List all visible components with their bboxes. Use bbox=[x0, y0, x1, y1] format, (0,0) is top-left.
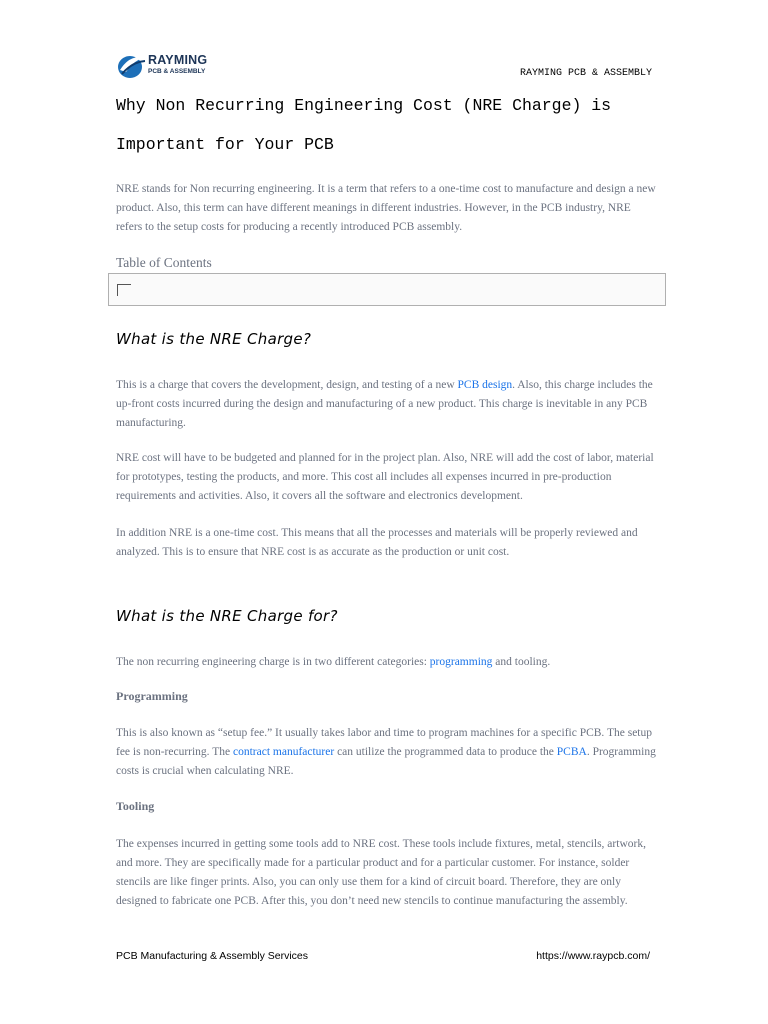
programming-paragraph: This is also known as “setup fee.” It usually takes labor and time to program machines for a specific PCB. The setup fee is non-recurring. The contract manufacturer can utilize the programmed data to produce the PCBA. Programming costs is crucial when calculating NRE. bbox=[116, 727, 656, 777]
section-heading-nre-charge: What is the NRE Charge? bbox=[116, 330, 312, 348]
section-heading-nre-charge-for: What is the NRE Charge for? bbox=[116, 607, 338, 625]
intro-paragraph: NRE stands for Non recurring engineering. It is a term that refers to a one-time cost to manufacture and design a new product. Also, this term can have different meanings in different industries. However, in the PCB industry, NRE refers to the setup costs for producing a recently introduced PCB assembly. bbox=[116, 183, 656, 233]
header-company-name: RAYMING PCB & ASSEMBLY bbox=[519, 68, 652, 79]
page-title: Why Non Recurring Engineering Cost (NRE Charge) is Important for Your PCB bbox=[116, 96, 612, 154]
section1-paragraph-1: This is a charge that covers the development, design, and testing of a new PCB design. Also, this charge includes the up-front costs incurred during the design and manufacturing of a new product. This charge is inevitable in any PCB manufacturing. bbox=[116, 379, 653, 429]
logo-tagline: PCB & ASSEMBLY bbox=[148, 68, 206, 75]
toc-toggle-icon[interactable] bbox=[117, 284, 131, 296]
footer-url[interactable]: https://www.raypcb.com/ bbox=[536, 950, 650, 962]
contract-manufacturer-link[interactable]: contract manufacturer bbox=[232, 746, 335, 758]
logo-name: RAYMING bbox=[148, 53, 208, 67]
section1-paragraph-2: NRE cost will have to be budgeted and planned for in the project plan. Also, NRE will add the cost of labor, material for prototypes, testing the products, and more. This cost all includes all expenses incurred in pre-production requirements and activities. Also, it covers all the software and electronics development. bbox=[116, 452, 654, 502]
footer-services: PCB Manufacturing & Assembly Services bbox=[116, 950, 308, 962]
tooling-heading: Tooling bbox=[116, 799, 155, 813]
toc-label: Table of Contents bbox=[116, 255, 212, 270]
rayming-logo bbox=[116, 50, 226, 82]
rayming-logo-icon bbox=[116, 52, 146, 80]
section1-paragraph-3: In addition NRE is a one-time cost. This means that all the processes and materials will be properly reviewed and analyzed. This is to ensure that NRE cost is as accurate as the production or unit cost. bbox=[116, 527, 638, 558]
pcb-design-link[interactable]: PCB design bbox=[457, 379, 513, 391]
tooling-paragraph: The expenses incurred in getting some tools add to NRE cost. These tools include fixtures, metal, stencils, artwork, and more. They are specifically made for a particular product and for a particular customer. For instance, solder stencils are like finger prints. Also, you can only use them for a kind of circuit board. Therefore, they are only designed to fabricate one PCB. After this, you don’t need new stencils to continue manufacturing the assembly. bbox=[116, 838, 646, 907]
programming-heading: Programming bbox=[116, 689, 188, 703]
pcba-link[interactable]: PCBA bbox=[556, 746, 587, 758]
section2-intro: The non recurring engineering charge is in two different categories: programming and tooling. bbox=[116, 656, 551, 668]
programming-link[interactable]: programming bbox=[429, 656, 493, 668]
table-of-contents[interactable] bbox=[108, 273, 666, 306]
